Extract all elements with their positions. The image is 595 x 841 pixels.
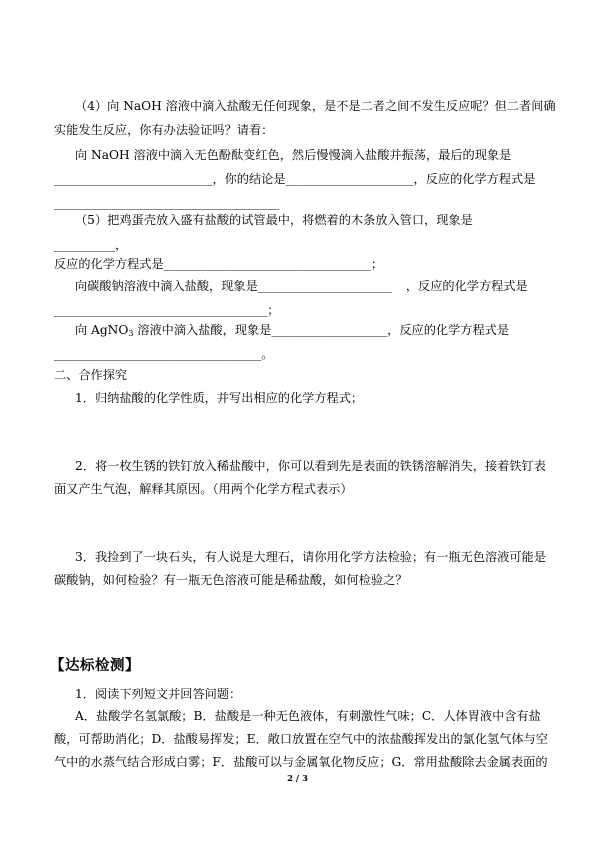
check-paragraph-line-3: 气中的水蒸气结合形成白雾；F．盐酸可以与金属氧化物反应；G．常用盐酸除去金属表面的 (54, 755, 548, 769)
q5-line-4 (75, 278, 565, 294)
q5-line-7: __________________________________。 (54, 347, 274, 361)
section-2-title: 二、合作探究 (54, 368, 128, 382)
q5-line-4-part-a: 向碳酸钠溶液中滴入盐酸，现象是______________________ (75, 279, 392, 293)
standard-check-heading: 【达标检测】 (50, 658, 140, 674)
q4-line-4: __________________________，你的结论是_____________________，反应的化学方程式是 (54, 172, 536, 186)
check-item-1: 1．阅读下列短文并回答问题： (75, 687, 242, 701)
check-paragraph-line-2: 酸，可帮助消化；D．盐酸易挥发；E．敞口放置在空气中的浓盐酸挥发出的氯化氢气体与空 (54, 732, 548, 746)
section-2-item-1: 1．归纳盐酸的化学性质，并写出相应的化学方程式； (75, 391, 364, 405)
q5-line-3: 反应的化学方程式是__________________________________； (54, 257, 384, 271)
q5-line-4-part-b: ，反应的化学方程式是 (405, 279, 528, 293)
check-paragraph-line-1: A．盐酸学名氢氯酸；B．盐酸是一种无色液体，有刺激性气味；C．人体胃液中含有盐 (75, 709, 541, 723)
section-2-item-2-line-2: 面又产生气泡，解释其原因。（用两个化学方程式表示） (54, 482, 353, 496)
q4-line-2: 实能发生反应，你有办法验证吗？请看： (54, 123, 274, 137)
q5-line-1: （5）把鸡蛋壳放入盛有盐酸的试管最中，将燃着的木条放入管口，现象是 (75, 213, 473, 227)
q5-line-6-subscript: 3 (128, 329, 134, 338)
section-2-item-3-line-1: 3．我捡到了一块石头，有人说是大理石，请你用化学方法检验；有一瓶无色溶液可能是 (75, 550, 546, 564)
section-2-item-2-line-1: 2．将一枚生锈的铁钉放入稀盐酸中，你可以看到先是表面的铁锈溶解消失，接着铁钉表 (75, 459, 546, 473)
q5-line-2: __________， (54, 238, 128, 252)
q5-line-6 (75, 322, 565, 338)
q4-line-3: 向 NaOH 溶液中滴入无色酚酞变红色，然后慢慢滴入盐酸并振荡，最后的现象是 (75, 148, 512, 162)
q5-line-5: ___________________________________； (54, 303, 280, 317)
q5-line-6-post: 溶液中滴入盐酸，现象是___________________，反应的化学方程式是 (133, 323, 510, 337)
q4-line-5: _____________________________________ (54, 196, 280, 210)
page-number: 2 / 3 (287, 774, 308, 784)
q4-line-1: （4）向 NaOH 溶液中滴入盐酸无任何现象，是不是二者之间不发生反应呢？但二者间确 (75, 99, 556, 113)
section-2-item-3-line-2: 碳酸钠，如何检验？有一瓶无色溶液可能是稀盐酸，如何检验之？ (54, 573, 408, 587)
q5-line-6-pre: 向 AgNO (75, 323, 129, 337)
